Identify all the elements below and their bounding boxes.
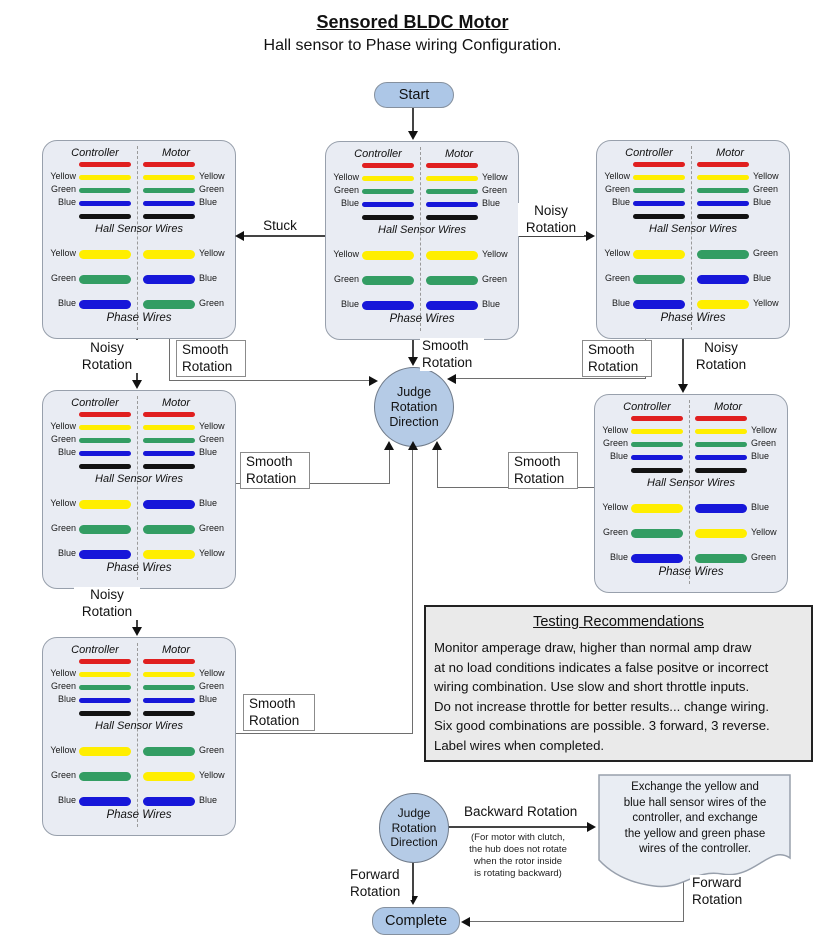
hall-wire-blue-controller <box>79 451 131 456</box>
arrow-right-icon <box>587 822 596 832</box>
edge-label-smooth-topright: Smooth Rotation <box>582 340 652 377</box>
text-line: blue hall sensor wires of the <box>623 796 767 809</box>
phase-label-right-blue: Blue <box>199 273 218 283</box>
phase-label-right-blue: Blue <box>751 502 770 512</box>
hall-wire-green-controller <box>79 438 131 443</box>
text-line: Judge <box>396 384 432 399</box>
hall-wire-blue-controller <box>362 202 414 207</box>
phase-label-right-green: Green <box>199 298 225 308</box>
hall-label-right-yellow: Yellow <box>753 171 779 181</box>
phase-wires-caption: Phase Wires <box>658 566 724 578</box>
connector-middleleft-smooth-v <box>389 450 390 483</box>
controller-label: Controller <box>71 147 119 159</box>
phase-label-left-blue: Blue <box>57 548 76 558</box>
hall-wire-red-motor <box>143 659 195 664</box>
edge-label-backward: Backward Rotation <box>462 804 592 821</box>
connector-center-to-judge <box>412 339 414 358</box>
hall-sensor-wires-caption: Hall Sensor Wires <box>95 720 183 732</box>
hall-label-left-blue: Blue <box>340 198 359 208</box>
phase-wires-caption: Phase Wires <box>106 312 172 324</box>
controller-motor-divider <box>420 147 421 331</box>
hall-sensor-wires-caption: Hall Sensor Wires <box>649 223 737 235</box>
hall-label-right-yellow: Yellow <box>751 425 777 435</box>
hall-wire-yellow-motor <box>143 175 195 180</box>
motor-label: Motor <box>161 147 191 159</box>
hall-label-right-blue: Blue <box>753 197 772 207</box>
wiring-box-top-right <box>596 140 790 339</box>
text-line: when the rotor inside <box>473 856 563 867</box>
hall-wire-red-motor <box>697 162 749 167</box>
phase-wire-blue-controller <box>633 300 685 309</box>
connector-bottomleft-smooth-v <box>412 450 413 733</box>
text-line: Exchange the yellow and <box>631 781 759 793</box>
phase-wire-blue-motor <box>697 275 749 284</box>
text-line: Judge <box>397 806 431 821</box>
text-line: at no load conditions indicates a false positve or incorrect <box>434 659 769 675</box>
phase-label-right-blue: Blue <box>482 299 501 309</box>
phase-wire-blue-controller <box>79 797 131 806</box>
connector-topleft-smooth-v <box>169 338 170 381</box>
hall-wire-red-controller <box>633 162 685 167</box>
phase-label-right-green: Green <box>751 552 777 562</box>
phase-label-right-yellow: Yellow <box>199 770 225 780</box>
edge-label-stuck: Stuck <box>246 218 314 235</box>
testing-title: Testing Recommendations <box>533 614 704 630</box>
hall-wire-black-motor <box>143 464 195 469</box>
edge-label-smooth-bottomleft: Smooth Rotation <box>243 694 315 731</box>
phase-wire-green-controller <box>79 772 131 781</box>
hall-wire-yellow-motor <box>426 176 478 181</box>
phase-wire-blue-controller <box>362 301 414 310</box>
arrow-down-icon <box>408 357 418 366</box>
hall-wire-blue-controller <box>633 201 685 206</box>
hall-sensor-wires-caption: Hall Sensor Wires <box>378 224 466 236</box>
hall-wire-yellow-controller <box>631 429 683 434</box>
hall-wire-green-motor <box>143 188 195 193</box>
hall-wire-yellow-controller <box>79 175 131 180</box>
phase-wire-green-motor <box>143 525 195 534</box>
hall-wire-green-controller <box>79 188 131 193</box>
text-line: Rotation <box>391 820 437 835</box>
phase-label-left-green: Green <box>50 273 76 283</box>
hall-label-left-blue: Blue <box>611 197 630 207</box>
phase-label-right-green: Green <box>482 274 508 284</box>
hall-label-right-yellow: Yellow <box>482 172 508 182</box>
hall-wire-green-motor <box>695 442 747 447</box>
hall-label-left-green: Green <box>50 434 76 444</box>
text-line: wiring combination. Use slow and short throttle inputs. <box>434 679 750 694</box>
hall-label-right-green: Green <box>753 184 779 194</box>
phase-label-right-blue: Blue <box>199 498 218 508</box>
hall-label-left-blue: Blue <box>57 197 76 207</box>
phase-wire-green-motor <box>426 276 478 285</box>
phase-wire-green-motor <box>695 554 747 563</box>
hall-label-left-green: Green <box>50 184 76 194</box>
page-subtitle: Hall sensor to Phase wiring Configuration. <box>263 37 562 54</box>
text-line: Six good combinations are possible. 3 forward, 3 reverse. <box>434 718 770 733</box>
hall-wire-blue-motor <box>695 455 747 460</box>
hall-wire-black-motor <box>143 711 195 716</box>
arrow-up-icon <box>408 441 418 450</box>
complete-label: Complete <box>384 913 448 929</box>
motor-label: Motor <box>161 644 191 656</box>
arrow-up-icon <box>432 441 442 450</box>
connector-backward-rotation <box>447 826 587 828</box>
hall-label-left-green: Green <box>50 681 76 691</box>
hall-label-left-blue: Blue <box>57 694 76 704</box>
phase-wires-caption: Phase Wires <box>660 312 726 324</box>
hall-label-left-green: Green <box>602 438 628 448</box>
wiring-box-middle-right <box>594 394 788 593</box>
hall-wire-black-controller <box>631 468 683 473</box>
edge-label-noisy-top: Noisy Rotation <box>518 203 584 236</box>
motor-label: Motor <box>713 401 743 413</box>
phase-label-left-green: Green <box>602 527 628 537</box>
phase-wire-green-motor <box>143 300 195 309</box>
text-line: (For motor with clutch, <box>471 832 565 843</box>
phase-wire-blue-controller <box>631 554 683 563</box>
text-line: Monitor amperage draw, higher than normal amp draw <box>434 640 752 655</box>
arrow-down-icon <box>132 627 142 636</box>
phase-wire-green-controller <box>79 525 131 534</box>
phase-wire-blue-motor <box>143 275 195 284</box>
hall-wire-blue-controller <box>631 455 683 460</box>
edge-label-forward-right: Forward Rotation <box>690 875 754 908</box>
phase-label-right-yellow: Yellow <box>482 249 508 259</box>
phase-wire-green-controller <box>79 275 131 284</box>
edge-label-noisy-right: Noisy Rotation <box>688 340 754 373</box>
hall-label-left-yellow: Yellow <box>50 171 76 181</box>
phase-wires-caption: Phase Wires <box>389 313 455 325</box>
phase-label-left-yellow: Yellow <box>604 248 630 258</box>
text-line: is rotating backward) <box>474 868 562 879</box>
hall-wire-blue-motor <box>143 698 195 703</box>
hall-wire-black-controller <box>79 214 131 219</box>
phase-label-left-yellow: Yellow <box>50 498 76 508</box>
phase-wires-caption: Phase Wires <box>106 562 172 574</box>
hall-wire-black-controller <box>79 464 131 469</box>
hall-sensor-wires-caption: Hall Sensor Wires <box>647 477 735 489</box>
connector-topright-to-middleright <box>682 338 684 384</box>
arrow-down-icon <box>408 131 418 140</box>
hall-label-left-green: Green <box>333 185 359 195</box>
hall-wire-blue-controller <box>79 698 131 703</box>
hall-wire-black-motor <box>697 214 749 219</box>
phase-label-right-yellow: Yellow <box>753 298 779 308</box>
hall-sensor-wires-caption: Hall Sensor Wires <box>95 223 183 235</box>
phase-label-left-blue: Blue <box>57 795 76 805</box>
hall-wire-green-controller <box>362 189 414 194</box>
phase-wire-green-motor <box>697 250 749 259</box>
wiring-box-bottom-left <box>42 637 236 836</box>
arrow-up-icon <box>384 441 394 450</box>
start-node <box>374 82 454 108</box>
motor-label: Motor <box>715 147 745 159</box>
controller-motor-divider <box>137 643 138 827</box>
arrow-right-icon <box>586 231 595 241</box>
phase-wire-blue-controller <box>79 300 131 309</box>
judge-rotation-node <box>374 367 454 447</box>
hall-wire-red-controller <box>79 659 131 664</box>
wiring-box-top-left <box>42 140 236 339</box>
edge-label-noisy-bottom: Noisy Rotation <box>74 587 140 620</box>
complete-node <box>372 907 460 935</box>
phase-label-left-yellow: Yellow <box>50 745 76 755</box>
phase-label-left-yellow: Yellow <box>333 249 359 259</box>
connector-middleright-smooth-v <box>437 450 438 487</box>
wiring-box-top-center <box>325 141 519 340</box>
connector-topright-smooth-h <box>456 378 646 379</box>
hall-wire-green-motor <box>143 685 195 690</box>
text-line: controller, and exchange <box>632 812 758 824</box>
hall-wire-yellow-motor <box>697 175 749 180</box>
clutch-note <box>450 832 586 880</box>
hall-wire-blue-motor <box>143 201 195 206</box>
hall-wire-red-motor <box>143 162 195 167</box>
arrow-left-icon <box>235 231 244 241</box>
phase-label-right-blue: Blue <box>199 795 218 805</box>
phase-wire-green-controller <box>631 529 683 538</box>
arrow-left-icon <box>461 917 470 927</box>
phase-wire-blue-motor <box>143 797 195 806</box>
phase-wire-yellow-controller <box>79 250 131 259</box>
connector-start-to-center <box>412 106 414 131</box>
hall-wire-red-motor <box>426 163 478 168</box>
phase-label-left-yellow: Yellow <box>602 502 628 512</box>
connector-topleft-smooth-h <box>169 380 369 381</box>
text-line: Rotation <box>390 399 438 414</box>
hall-wire-black-controller <box>633 214 685 219</box>
testing-recommendations-box <box>424 605 813 762</box>
hall-label-left-blue: Blue <box>609 451 628 461</box>
hall-label-left-blue: Blue <box>57 447 76 457</box>
edge-label-smooth-center: Smooth Rotation <box>420 338 484 371</box>
hall-wire-red-controller <box>362 163 414 168</box>
phase-label-right-green: Green <box>199 523 225 533</box>
hall-label-right-yellow: Yellow <box>199 171 225 181</box>
phase-label-right-yellow: Yellow <box>751 527 777 537</box>
hall-wire-yellow-motor <box>695 429 747 434</box>
hall-wire-blue-motor <box>143 451 195 456</box>
hall-wire-yellow-controller <box>633 175 685 180</box>
phase-wire-green-controller <box>633 275 685 284</box>
phase-wire-yellow-motor <box>143 772 195 781</box>
hall-wire-yellow-controller <box>362 176 414 181</box>
controller-label: Controller <box>354 148 402 160</box>
phase-label-left-green: Green <box>333 274 359 284</box>
text-line: Label wires when completed. <box>434 737 605 753</box>
controller-label: Controller <box>625 147 673 159</box>
hall-wire-yellow-motor <box>143 425 195 430</box>
judge-rotation-node-2 <box>379 793 449 863</box>
phase-wire-blue-controller <box>79 550 131 559</box>
controller-motor-divider <box>137 146 138 330</box>
phase-label-left-blue: Blue <box>611 298 630 308</box>
hall-wire-green-controller <box>79 685 131 690</box>
hall-wire-blue-motor <box>426 202 478 207</box>
hall-label-right-blue: Blue <box>199 447 218 457</box>
phase-label-left-blue: Blue <box>609 552 628 562</box>
start-label: Start <box>398 87 430 103</box>
hall-label-right-green: Green <box>751 438 777 448</box>
controller-label: Controller <box>623 401 671 413</box>
phase-wire-green-controller <box>362 276 414 285</box>
text-line: Do not increase throttle for better results... change wiring. <box>434 698 769 714</box>
hall-wire-black-controller <box>362 215 414 220</box>
hall-label-left-green: Green <box>604 184 630 194</box>
arrow-right-icon <box>369 376 378 386</box>
controller-motor-divider <box>137 396 138 580</box>
phase-wire-green-motor <box>143 747 195 756</box>
phase-wire-blue-motor <box>143 500 195 509</box>
phase-wire-blue-motor <box>695 504 747 513</box>
edge-label-smooth-topleft: Smooth Rotation <box>176 340 246 377</box>
hall-label-right-green: Green <box>482 185 508 195</box>
hall-wire-red-motor <box>143 412 195 417</box>
phase-wire-yellow-motor <box>143 250 195 259</box>
hall-wire-red-controller <box>631 416 683 421</box>
hall-label-right-green: Green <box>199 434 225 444</box>
hall-label-left-yellow: Yellow <box>50 421 76 431</box>
arrow-down-icon <box>132 380 142 389</box>
phase-label-left-green: Green <box>50 523 76 533</box>
hall-label-left-yellow: Yellow <box>604 171 630 181</box>
text-line: the yellow and green phase <box>624 827 766 840</box>
hall-label-right-green: Green <box>199 184 225 194</box>
phase-wire-yellow-motor <box>426 251 478 260</box>
page-title: Sensored BLDC Motor <box>316 12 509 32</box>
phase-wire-yellow-motor <box>695 529 747 538</box>
hall-wire-blue-motor <box>697 201 749 206</box>
hall-label-right-blue: Blue <box>751 451 770 461</box>
hall-wire-green-motor <box>426 189 478 194</box>
motor-label: Motor <box>161 397 191 409</box>
hall-wire-red-motor <box>695 416 747 421</box>
exchange-note-text <box>604 780 786 858</box>
hall-sensor-wires-caption: Hall Sensor Wires <box>95 473 183 485</box>
hall-wire-green-motor <box>143 438 195 443</box>
hall-label-left-yellow: Yellow <box>333 172 359 182</box>
hall-wire-yellow-controller <box>79 425 131 430</box>
phase-label-left-yellow: Yellow <box>50 248 76 258</box>
phase-label-left-blue: Blue <box>340 299 359 309</box>
phase-label-left-green: Green <box>604 273 630 283</box>
phase-label-left-green: Green <box>50 770 76 780</box>
hall-wire-black-motor <box>426 215 478 220</box>
connector-stuck <box>244 235 325 237</box>
connector-forward-to-complete <box>412 861 414 897</box>
phase-wire-yellow-controller <box>79 500 131 509</box>
hall-wire-black-controller <box>79 711 131 716</box>
phase-wire-blue-motor <box>426 301 478 310</box>
phase-wire-yellow-motor <box>697 300 749 309</box>
hall-label-left-yellow: Yellow <box>602 425 628 435</box>
hall-wire-green-controller <box>631 442 683 447</box>
text-line: Direction <box>389 414 439 429</box>
hall-wire-yellow-controller <box>79 672 131 677</box>
edge-label-smooth-middleright: Smooth Rotation <box>508 452 578 489</box>
edge-label-noisy-left: Noisy Rotation <box>74 340 140 373</box>
hall-label-left-yellow: Yellow <box>50 668 76 678</box>
phase-label-right-yellow: Yellow <box>199 248 225 258</box>
hall-wire-yellow-motor <box>143 672 195 677</box>
hall-wire-green-motor <box>697 188 749 193</box>
phase-label-left-blue: Blue <box>57 298 76 308</box>
hall-wire-blue-controller <box>79 201 131 206</box>
phase-wires-caption: Phase Wires <box>106 809 172 821</box>
hall-wire-black-motor <box>143 214 195 219</box>
connector-note-to-complete <box>470 921 684 922</box>
controller-motor-divider <box>689 400 690 584</box>
edge-label-smooth-middleleft: Smooth Rotation <box>240 452 310 489</box>
edge-label-forward-left: Forward Rotation <box>348 867 412 900</box>
hall-label-right-blue: Blue <box>482 198 501 208</box>
text-line: the hub does not rotate <box>469 844 567 855</box>
controller-label: Controller <box>71 397 119 409</box>
hall-label-right-yellow: Yellow <box>199 668 225 678</box>
controller-label: Controller <box>71 644 119 656</box>
connector-bottomleft-smooth-h <box>235 733 413 734</box>
text-line: wires of the controller. <box>639 843 751 855</box>
phase-wire-yellow-motor <box>143 550 195 559</box>
hall-wire-green-controller <box>633 188 685 193</box>
motor-label: Motor <box>444 148 474 160</box>
phase-wire-yellow-controller <box>631 504 683 513</box>
hall-label-right-yellow: Yellow <box>199 421 225 431</box>
phase-wire-yellow-controller <box>79 747 131 756</box>
hall-label-right-blue: Blue <box>199 197 218 207</box>
phase-label-right-blue: Blue <box>753 273 772 283</box>
phase-label-right-green: Green <box>199 745 225 755</box>
hall-label-right-blue: Blue <box>199 694 218 704</box>
hall-wire-red-controller <box>79 412 131 417</box>
phase-wire-yellow-controller <box>362 251 414 260</box>
arrow-down-icon <box>678 384 688 393</box>
text-line: Direction <box>390 835 438 850</box>
phase-wire-yellow-controller <box>633 250 685 259</box>
controller-motor-divider <box>691 146 692 330</box>
hall-wire-red-controller <box>79 162 131 167</box>
phase-label-right-yellow: Yellow <box>199 548 225 558</box>
hall-wire-black-motor <box>695 468 747 473</box>
wiring-box-middle-left <box>42 390 236 589</box>
testing-body <box>434 638 803 755</box>
phase-label-right-green: Green <box>753 248 779 258</box>
arrow-left-icon <box>447 374 456 384</box>
hall-label-right-green: Green <box>199 681 225 691</box>
